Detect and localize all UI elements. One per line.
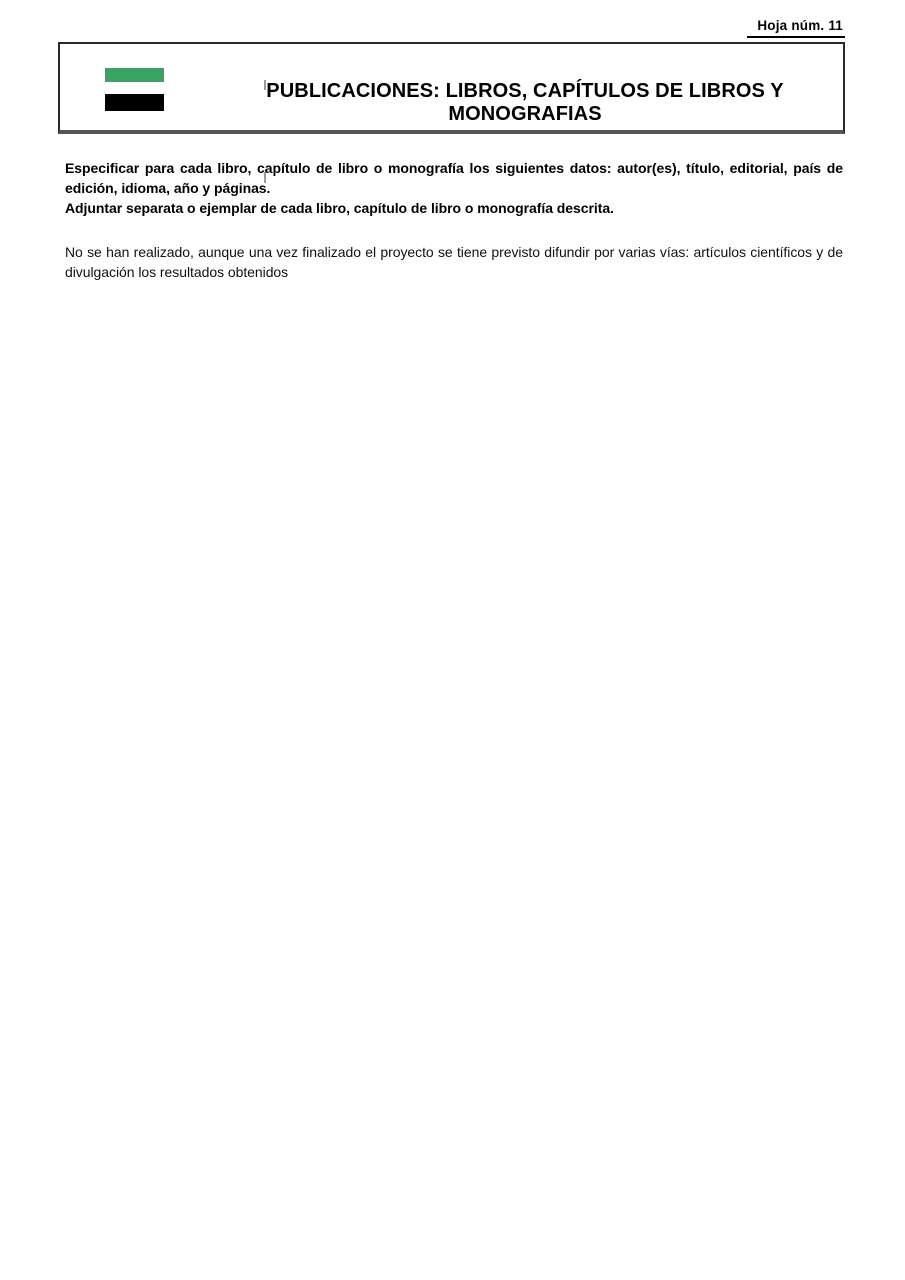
instruction-attach: Adjuntar separata o ejemplar de cada libro, capítulo de libro o monografía descrita. [65, 200, 614, 216]
logo-green-bar [105, 68, 164, 82]
response-text: No se han realizado, aunque una vez finalizado el proyecto se tiene previsto difundir por varias vías: artículos científicos y de divulgación los resultados obtenidos [65, 244, 843, 280]
body-content [65, 158, 843, 282]
page-title: PUBLICACIONES: LIBROS, CAPÍTULOS DE LIBROS Y MONOGRAFIAS [266, 80, 784, 125]
header-box [58, 42, 845, 134]
logo-black-bar [105, 94, 164, 111]
header-title-cell [207, 80, 843, 126]
extremadura-flag-logo [105, 68, 164, 113]
cell-divider-tick-top [264, 80, 266, 90]
instruction-specify: Especificar para cada libro, capítulo de libro o monografía los siguientes datos: autor(es), título, editorial, país de edición, idioma, año y páginas. [65, 160, 843, 196]
sheet-number-label: Hoja núm. 11 [747, 18, 845, 38]
